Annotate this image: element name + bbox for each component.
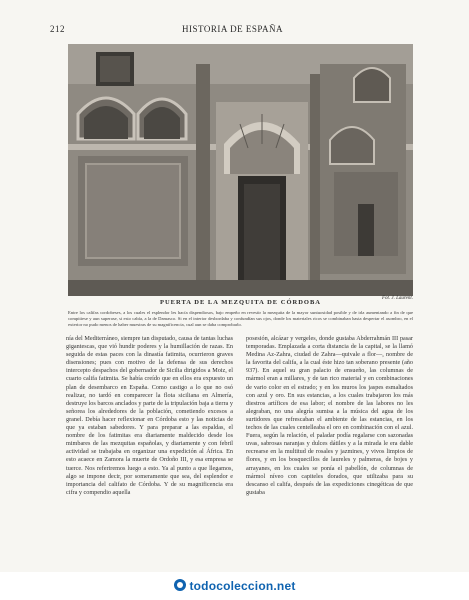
page-header-title: HISTORIA DE ESPAÑA: [181, 24, 284, 34]
body-column-right: [246, 335, 413, 560]
body-column-left: [66, 335, 233, 560]
photo-credit: Fot. J. Laurent.: [381, 296, 413, 301]
figure-caption-title: PUERTA DE LA MEZQUITA DE CÓRDOBA: [159, 299, 321, 306]
body-paragraph: nía del Mediterráneo, siempre tan disputado, causa de tantas luchas gigantescas, que vió hundir poderes y la humillación de razas. En seguida de estas paces con la dinastía fatimita, ocurrieron graves disensiones; pues con motivo de la defensa de sus derechos intercepto despachos del gobernador de Sicilia dirigidos a Moiz, el cuarto califa fatimita. Se había creído que en ellos era expuesto un plan de desembarco en España. Como castigo a lo que no osó realizar, no tardó en comparecer la flota siciliana en Almería, destruye los barcos anclados y parte de la tripulación baja a tierra y señorea los alrededores de la población, cometiendo excesos a granel. Debía hacer reflexionar en Córdoba esto y las noticias de que ya estaban sabedores. Y para preparar a las espaldas, el nombre de los fatimitas era diariamente maldecido desde los mimbares de las mezquitas españolas, y diariamente y con febril actividad se trabajaba en organizar una expedición al África. En esto acaece en Zamora la muerte de Ordoño III, y esa empresa se tuerce. Nos referiremos luego a esto. Ya al punto a que llegamos, algo se impone decir, por someramente que sea, del esplendor e importancia del califato de Córdoba. Y de su magnificencia era cifra y compendio aquella: [66, 335, 233, 496]
body-paragraph: posesión, alcázar y vergeles, donde gustaba Abderrahmán III pasar temporadas. Emplazada a corta distancia de la capital, se la llamó Medina Az-Zahra, ciudad de Zahra—quivale a flor—, nombre de la favorita del califa, a la cual éste hizo tan soberano presente (año 937). En aquel su gran palacio de ensueño, las columnas de mármol eran a millares, y de tan rico material y en combinaciones de vario color en el estrado; y en los muros los jaspes esmaltados con azul y oro. En sus estancias, a los cuales trabajaron los más diestros artífices de esa labor; el nombre de las labores no les alegraban, no una alegría sumisa a la música del agua de los surtidores que refrescaban el ambiente de las estancias, en los techos de las cuales centelleaba el oro en combinación con el azul. Fuera, según la relación, el paladar podía regalarse con sazonadas uvas, sabrosas naranjas y dulces dátiles y a la mirada le era dable recrearse en la multitud de rosales y jazmines, y vivos limpios de flores, y en los bosquecillos de laureles y palmeras, de bojes y arrayanes, en los cuales se ponía el pabellón, de columnas de mármol níveo con capiteles dorados, que utilizaba para su descanso el califa, después de las expediciones cinegéticas de que gustaba: [246, 335, 413, 496]
watermark-footer: [0, 572, 469, 600]
photo-illustration: [68, 44, 413, 296]
watermark-text: todocoleccion.net: [189, 579, 296, 593]
running-head: [50, 24, 415, 36]
figure-caption-text: Entre los califas cordobeses, a los cuales el esplendor les hacía dispendiosos, bajo empeño en revestir la mezquita de la mayor suntuosidad posible y de irla aumentando a fin de que compitiese y aun superase, si esto cabía, a la de Damasco. Si en el interior desbordaba y confundían sus ojos, donde los materiales ricos se combinaban hasta despertar el asombro, en el exterior no pudo menos de haber muestras de su magnificencia, cual aun se daba comprobarlo.: [68, 310, 413, 327]
watermark-brand: [70, 579, 400, 595]
page-number: 212: [50, 24, 65, 34]
mosque-door-photo: [68, 44, 413, 296]
brand-logo-icon: [174, 579, 186, 591]
